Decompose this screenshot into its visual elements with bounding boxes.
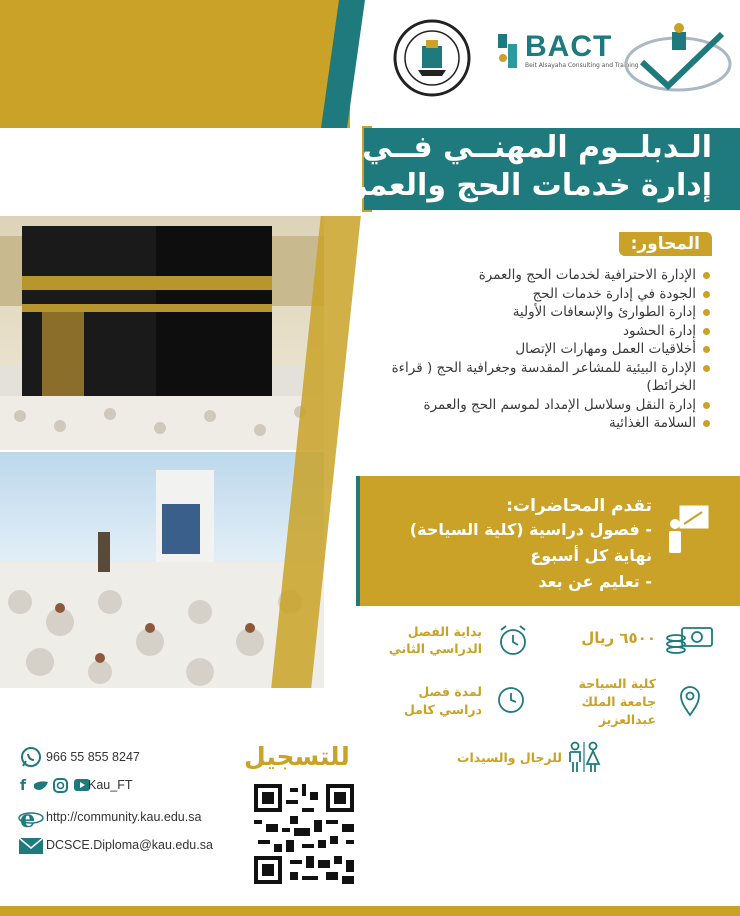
social-handle[interactable]: Kau_FT bbox=[88, 778, 133, 792]
location-line-3: عبدالعزيز bbox=[598, 712, 656, 727]
audience-text: للرجال والسيدات bbox=[456, 750, 562, 765]
phone-number[interactable]: 966 55 855 8247 bbox=[46, 750, 140, 764]
duration-line-1: لمدة فصل bbox=[418, 684, 482, 699]
topic-item: الجودة في إدارة خدمات الحج bbox=[350, 285, 710, 304]
email-address[interactable]: DCSCE.Diploma@kau.edu.sa bbox=[46, 838, 213, 852]
tourism-institute-logo bbox=[622, 16, 734, 100]
clock-icon bbox=[496, 684, 526, 716]
bact-logo-subtitle: Beit Alsayaha Consulting and Training bbox=[525, 62, 639, 69]
topic-item: أخلاقيات العمل ومهارات الإتصال bbox=[350, 340, 710, 359]
location-line-1: كلية السياحة bbox=[578, 676, 656, 691]
social-icons bbox=[20, 776, 90, 794]
topic-item: إدارة الطوارئ والإسعافات الأولية bbox=[350, 303, 710, 322]
topic-item: الإدارة البيئية للمشاعر المقدسة وجغرافية الحج ( قراءة الخرائط) bbox=[350, 359, 710, 396]
topics-heading: المحاور: bbox=[619, 232, 712, 256]
lectures-heading: تقدم المحاضرات: bbox=[506, 496, 652, 516]
start-text-line-2: الدراسي الثاني bbox=[388, 641, 482, 656]
lectures-line-2: نهاية كل أسبوع bbox=[530, 546, 652, 565]
university-seal-logo bbox=[392, 18, 472, 98]
money-coins-icon bbox=[664, 624, 716, 658]
svg-text:e: e bbox=[20, 806, 36, 830]
location-pin-icon bbox=[678, 684, 702, 718]
whatsapp-icon bbox=[20, 746, 42, 768]
email-envelope-icon bbox=[18, 836, 44, 856]
instagram-icon bbox=[54, 779, 67, 792]
website-link[interactable]: http://community.kau.edu.sa bbox=[46, 810, 202, 824]
qr-code[interactable] bbox=[254, 784, 354, 884]
duration-line-2: دراسي كامل bbox=[403, 702, 482, 717]
men-women-icon bbox=[566, 740, 602, 774]
topic-item: الإدارة الاحترافية لخدمات الحج والعمرة bbox=[350, 266, 710, 285]
topic-item: إدارة الحشود bbox=[350, 322, 710, 341]
facebook-icon: f bbox=[20, 778, 27, 794]
start-text-line-1: بداية الفصل bbox=[407, 624, 482, 639]
alarm-clock-icon bbox=[496, 622, 530, 658]
topic-item: إدارة النقل وسلاسل الإمداد لموسم الحج والعمرة bbox=[350, 396, 710, 415]
title-line-2: إدارة خدمات الحج والعمرة bbox=[332, 168, 712, 203]
register-label: للتسجيل bbox=[244, 742, 350, 771]
bact-logo-mark bbox=[496, 30, 522, 72]
twitter-icon bbox=[34, 781, 48, 790]
lectures-line-3: - تعليم عن بعد bbox=[538, 572, 652, 591]
price-text: ٦٥٠٠ ريال bbox=[581, 629, 656, 647]
internet-explorer-icon bbox=[18, 806, 44, 830]
kaaba-photo bbox=[0, 216, 324, 450]
bottom-gold-bar bbox=[0, 906, 740, 916]
bact-logo-text: BACT bbox=[525, 30, 613, 63]
title-line-1: الـدبلــوم المهنــي فــي bbox=[362, 130, 712, 165]
topics-list bbox=[350, 266, 710, 433]
topic-item: السلامة الغذائية bbox=[350, 414, 710, 433]
lectures-line-1: - فصول دراسية (كلية السياحة) bbox=[409, 520, 652, 539]
teacher-board-icon bbox=[666, 504, 710, 556]
top-left-gold-block bbox=[0, 0, 350, 128]
location-line-2: جامعة الملك bbox=[581, 694, 656, 709]
